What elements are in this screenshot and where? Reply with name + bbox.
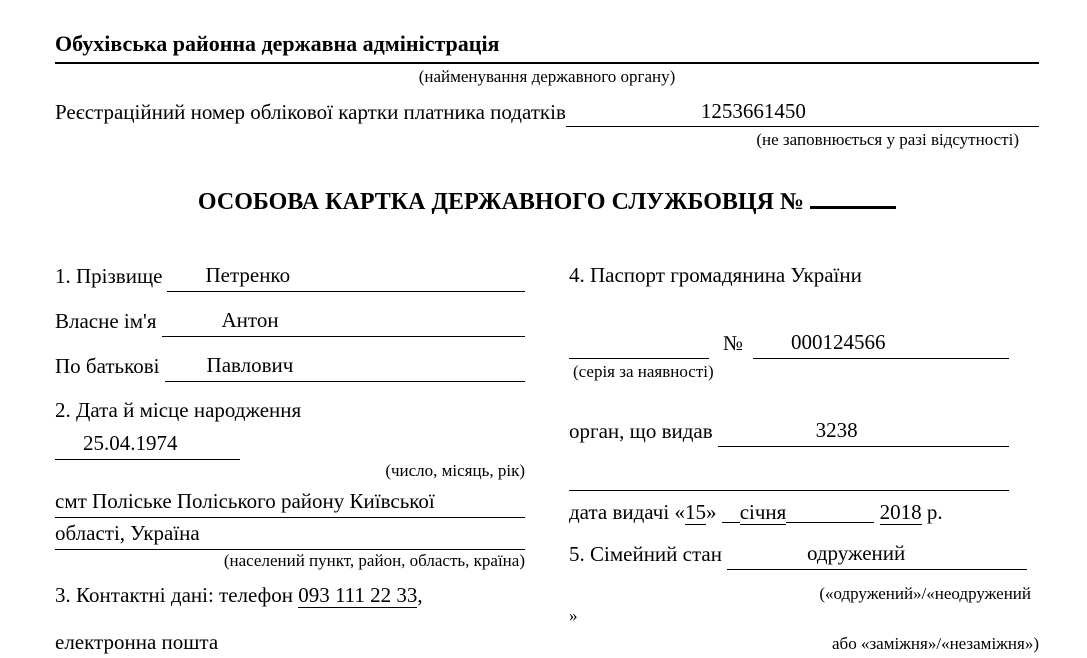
issue-month-lead-blank[interactable] <box>722 502 740 523</box>
issue-month-field[interactable]: січня <box>739 500 787 524</box>
marital-caption-line2: » <box>569 606 578 625</box>
quote-close: » <box>705 500 717 524</box>
page-title <box>55 185 1039 218</box>
quote-open: « <box>674 500 685 524</box>
passport-series-field[interactable] <box>569 358 709 359</box>
birth-date-value: 25.04.1974 <box>83 431 178 455</box>
birth-place-line2[interactable] <box>55 518 525 550</box>
year-suffix: р. <box>926 500 943 524</box>
surname-value: Петренко <box>205 263 291 287</box>
left-column <box>55 260 525 658</box>
passport-label: 4. Паспорт громадянина України <box>569 263 862 287</box>
marital-value: одружений <box>806 541 906 565</box>
firstname-value: Антон <box>221 308 279 332</box>
birth-date-row <box>55 428 525 460</box>
patronymic-label: По батькові <box>55 354 160 378</box>
issuer-label: орган, що видав <box>569 419 713 443</box>
phone-field[interactable]: 093 111 22 33 <box>298 583 418 607</box>
birth-place-text2: області, Україна <box>55 521 200 545</box>
marital-caption-line1: («одружений»/«неодружений <box>819 584 1031 603</box>
marital-label: 5. Сімейний стан <box>569 542 722 566</box>
form-columns <box>55 260 1039 658</box>
right-column <box>569 260 1039 658</box>
surname-field[interactable] <box>167 260 525 292</box>
marital-field[interactable] <box>727 538 1027 570</box>
issuer-extra-field[interactable] <box>569 465 1009 491</box>
surname-label: 1. Прізвище <box>55 264 163 288</box>
org-name-caption: (найменування державного органу) <box>418 67 676 86</box>
birth-place-text1: смт Поліське Поліського району Київської <box>55 489 435 513</box>
passport-number-field[interactable] <box>753 327 1009 359</box>
taxpayer-number-label: Реєстраційний номер облікової картки платника податків <box>55 100 566 124</box>
issue-year-field[interactable]: 2018 <box>879 500 922 524</box>
passport-number-value: 000124566 <box>791 330 886 354</box>
firstname-row <box>55 305 525 337</box>
marital-caption-line3: або «заміжня»/«незаміжня») <box>832 634 1039 653</box>
contacts-row <box>55 580 525 611</box>
firstname-label: Власне ім'я <box>55 309 157 333</box>
issue-day-field[interactable]: 15 <box>684 500 706 524</box>
contacts-label: 3. Контактні дані: телефон <box>55 583 293 607</box>
marital-row <box>569 538 1039 570</box>
surname-row <box>55 260 525 292</box>
taxpayer-number-caption: (не заповнюється у разі відсутності) <box>756 130 1019 149</box>
birth-date-caption: (число, місяць, рік) <box>385 461 525 480</box>
issue-date-label: дата видачі <box>569 500 670 524</box>
taxpayer-number-row <box>55 96 1039 127</box>
birth-label: 2. Дата й місце народження <box>55 398 302 422</box>
patronymic-value: Павлович <box>206 353 294 377</box>
issuer-row <box>569 415 1039 447</box>
firstname-field[interactable] <box>162 305 525 337</box>
page-title-text: ОСОБОВА КАРТКА ДЕРЖАВНОГО СЛУЖБОВЦЯ № <box>197 189 805 215</box>
taxpayer-number-field[interactable] <box>566 96 1039 127</box>
birth-place-line1[interactable] <box>55 486 525 518</box>
email-label: електронна пошта <box>55 630 219 654</box>
issue-month-trail-blank[interactable] <box>786 502 874 523</box>
passport-series-caption: (серія за наявності) <box>573 362 714 381</box>
issuer-value: 3238 <box>815 418 858 442</box>
birth-date-field[interactable] <box>55 428 240 460</box>
patronymic-row <box>55 350 525 382</box>
passport-number-row <box>569 327 1039 359</box>
number-sign: № <box>723 331 744 355</box>
issuer-field[interactable] <box>718 415 1009 447</box>
issue-date-row <box>569 497 1039 528</box>
contacts-comma: , <box>417 583 423 607</box>
card-number-field[interactable] <box>810 185 896 209</box>
patronymic-field[interactable] <box>165 350 525 382</box>
birth-place-caption: (населений пункт, район, область, країна) <box>223 551 525 570</box>
taxpayer-number-value: 1253661450 <box>700 99 806 123</box>
org-name: Обухівська районна державна адміністрація <box>55 31 500 56</box>
org-name-line <box>55 30 1039 64</box>
